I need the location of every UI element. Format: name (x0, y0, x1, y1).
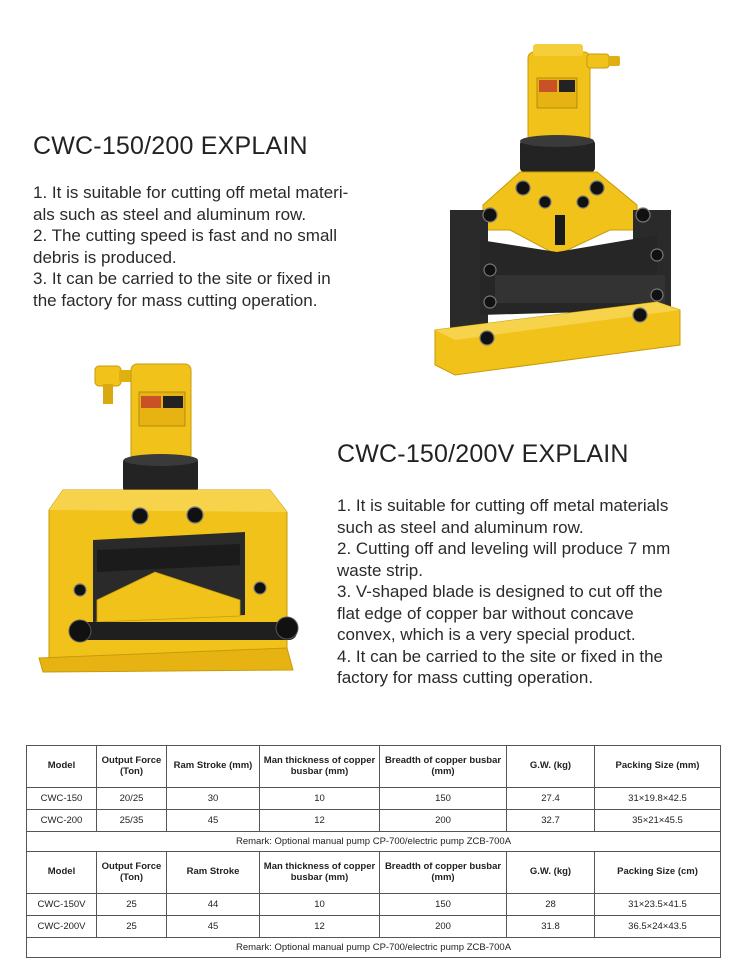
table-cell: CWC-200 (27, 810, 97, 832)
table-cell: 45 (167, 810, 260, 832)
table-cell: 31.8 (507, 916, 595, 938)
table-header-row (27, 852, 721, 894)
section2-line: waste strip. (337, 560, 423, 580)
table-cell: 31×19.8×42.5 (595, 788, 721, 810)
table-cell: 27.4 (507, 788, 595, 810)
header-cell: Man thickness of copper busbar (mm) (260, 852, 380, 894)
table-cell: CWC-150 (27, 788, 97, 810)
table-cell: 25 (97, 916, 167, 938)
product-image-cwc-150-200v (35, 360, 305, 675)
table-cell: 30 (167, 788, 260, 810)
table-row (27, 894, 721, 916)
table-cell: 150 (380, 788, 507, 810)
table-cell: 44 (167, 894, 260, 916)
header-cell: Ram Stroke (mm) (167, 746, 260, 788)
table-row (27, 916, 721, 938)
table-cell: 31×23.5×41.5 (595, 894, 721, 916)
section2-line: such as steel and aluminum row. (337, 517, 584, 537)
header-cell: Breadth of copper busbar (mm) (380, 746, 507, 788)
header-cell: Man thickness of copper busbar (mm) (260, 746, 380, 788)
table-cell: 25/35 (97, 810, 167, 832)
table-row (27, 810, 721, 832)
table-cell: 36.5×24×43.5 (595, 916, 721, 938)
table-remark: Remark: Optional manual pump CP-700/electric pump ZCB-700A (27, 832, 721, 852)
table-cell: 200 (380, 916, 507, 938)
section2-line: 2. Cutting off and leveling will produce 7 mm (337, 539, 671, 558)
section2-line: 1. It is suitable for cutting off metal materials (337, 496, 669, 515)
header-cell: G.W. (kg) (507, 746, 595, 788)
header-cell: Packing Size (mm) (595, 746, 721, 788)
product-image-cwc-150-200 (425, 40, 685, 380)
table-cell: 35×21×45.5 (595, 810, 721, 832)
section2-title: CWC-150/200V EXPLAIN (337, 440, 629, 468)
table-cell: CWC-200V (27, 916, 97, 938)
table-cell: CWC-150V (27, 894, 97, 916)
section1-line: 1. It is suitable for cutting off metal materi- (33, 183, 349, 202)
table-row (27, 788, 721, 810)
table-cell: 10 (260, 788, 380, 810)
table-cell: 150 (380, 894, 507, 916)
section1-line: 3. It can be carried to the site or fixed in (33, 269, 331, 288)
section2-line: flat edge of copper bar without concave (337, 603, 634, 623)
header-cell: Output Force (Ton) (97, 746, 167, 788)
section2-line: convex, which is a very special product. (337, 625, 636, 644)
table-cell: 25 (97, 894, 167, 916)
table-cell: 12 (260, 810, 380, 832)
table-remark-row (27, 938, 721, 958)
header-cell: Breadth of copper busbar (mm) (380, 852, 507, 894)
table-cell: 10 (260, 894, 380, 916)
section1-line: als such as steel and aluminum row. (33, 204, 307, 224)
header-cell: Packing Size (cm) (595, 852, 721, 894)
table-cell: 12 (260, 916, 380, 938)
section1-line: debris is produced. (33, 247, 177, 267)
section1-line: 2. The cutting speed is fast and no small (33, 226, 337, 245)
header-cell: Model (27, 746, 97, 788)
header-cell: Model (27, 852, 97, 894)
table-header-row (27, 746, 721, 788)
table-cell: 32.7 (507, 810, 595, 832)
section1-line: the factory for mass cutting operation. (33, 290, 318, 310)
table-cell: 20/25 (97, 788, 167, 810)
spec-table-cwc-150-200v (26, 851, 721, 958)
spec-table-cwc-150-200 (26, 745, 721, 852)
header-cell: Output Force (Ton) (97, 852, 167, 894)
table-cell: 28 (507, 894, 595, 916)
table-remark: Remark: Optional manual pump CP-700/electric pump ZCB-700A (27, 938, 721, 958)
table-remark-row (27, 832, 721, 852)
table-cell: 45 (167, 916, 260, 938)
section2-description (337, 495, 670, 689)
section2-line: factory for mass cutting operation. (337, 668, 594, 687)
section1-title: CWC-150/200 EXPLAIN (33, 132, 308, 160)
section2-line: 4. It can be carried to the site or fixed in the (337, 646, 664, 666)
table-cell: 200 (380, 810, 507, 832)
section2-line: 3. V-shaped blade is designed to cut off the (337, 582, 663, 601)
section1-description (33, 182, 348, 311)
header-cell: Ram Stroke (167, 852, 260, 894)
header-cell: G.W. (kg) (507, 852, 595, 894)
